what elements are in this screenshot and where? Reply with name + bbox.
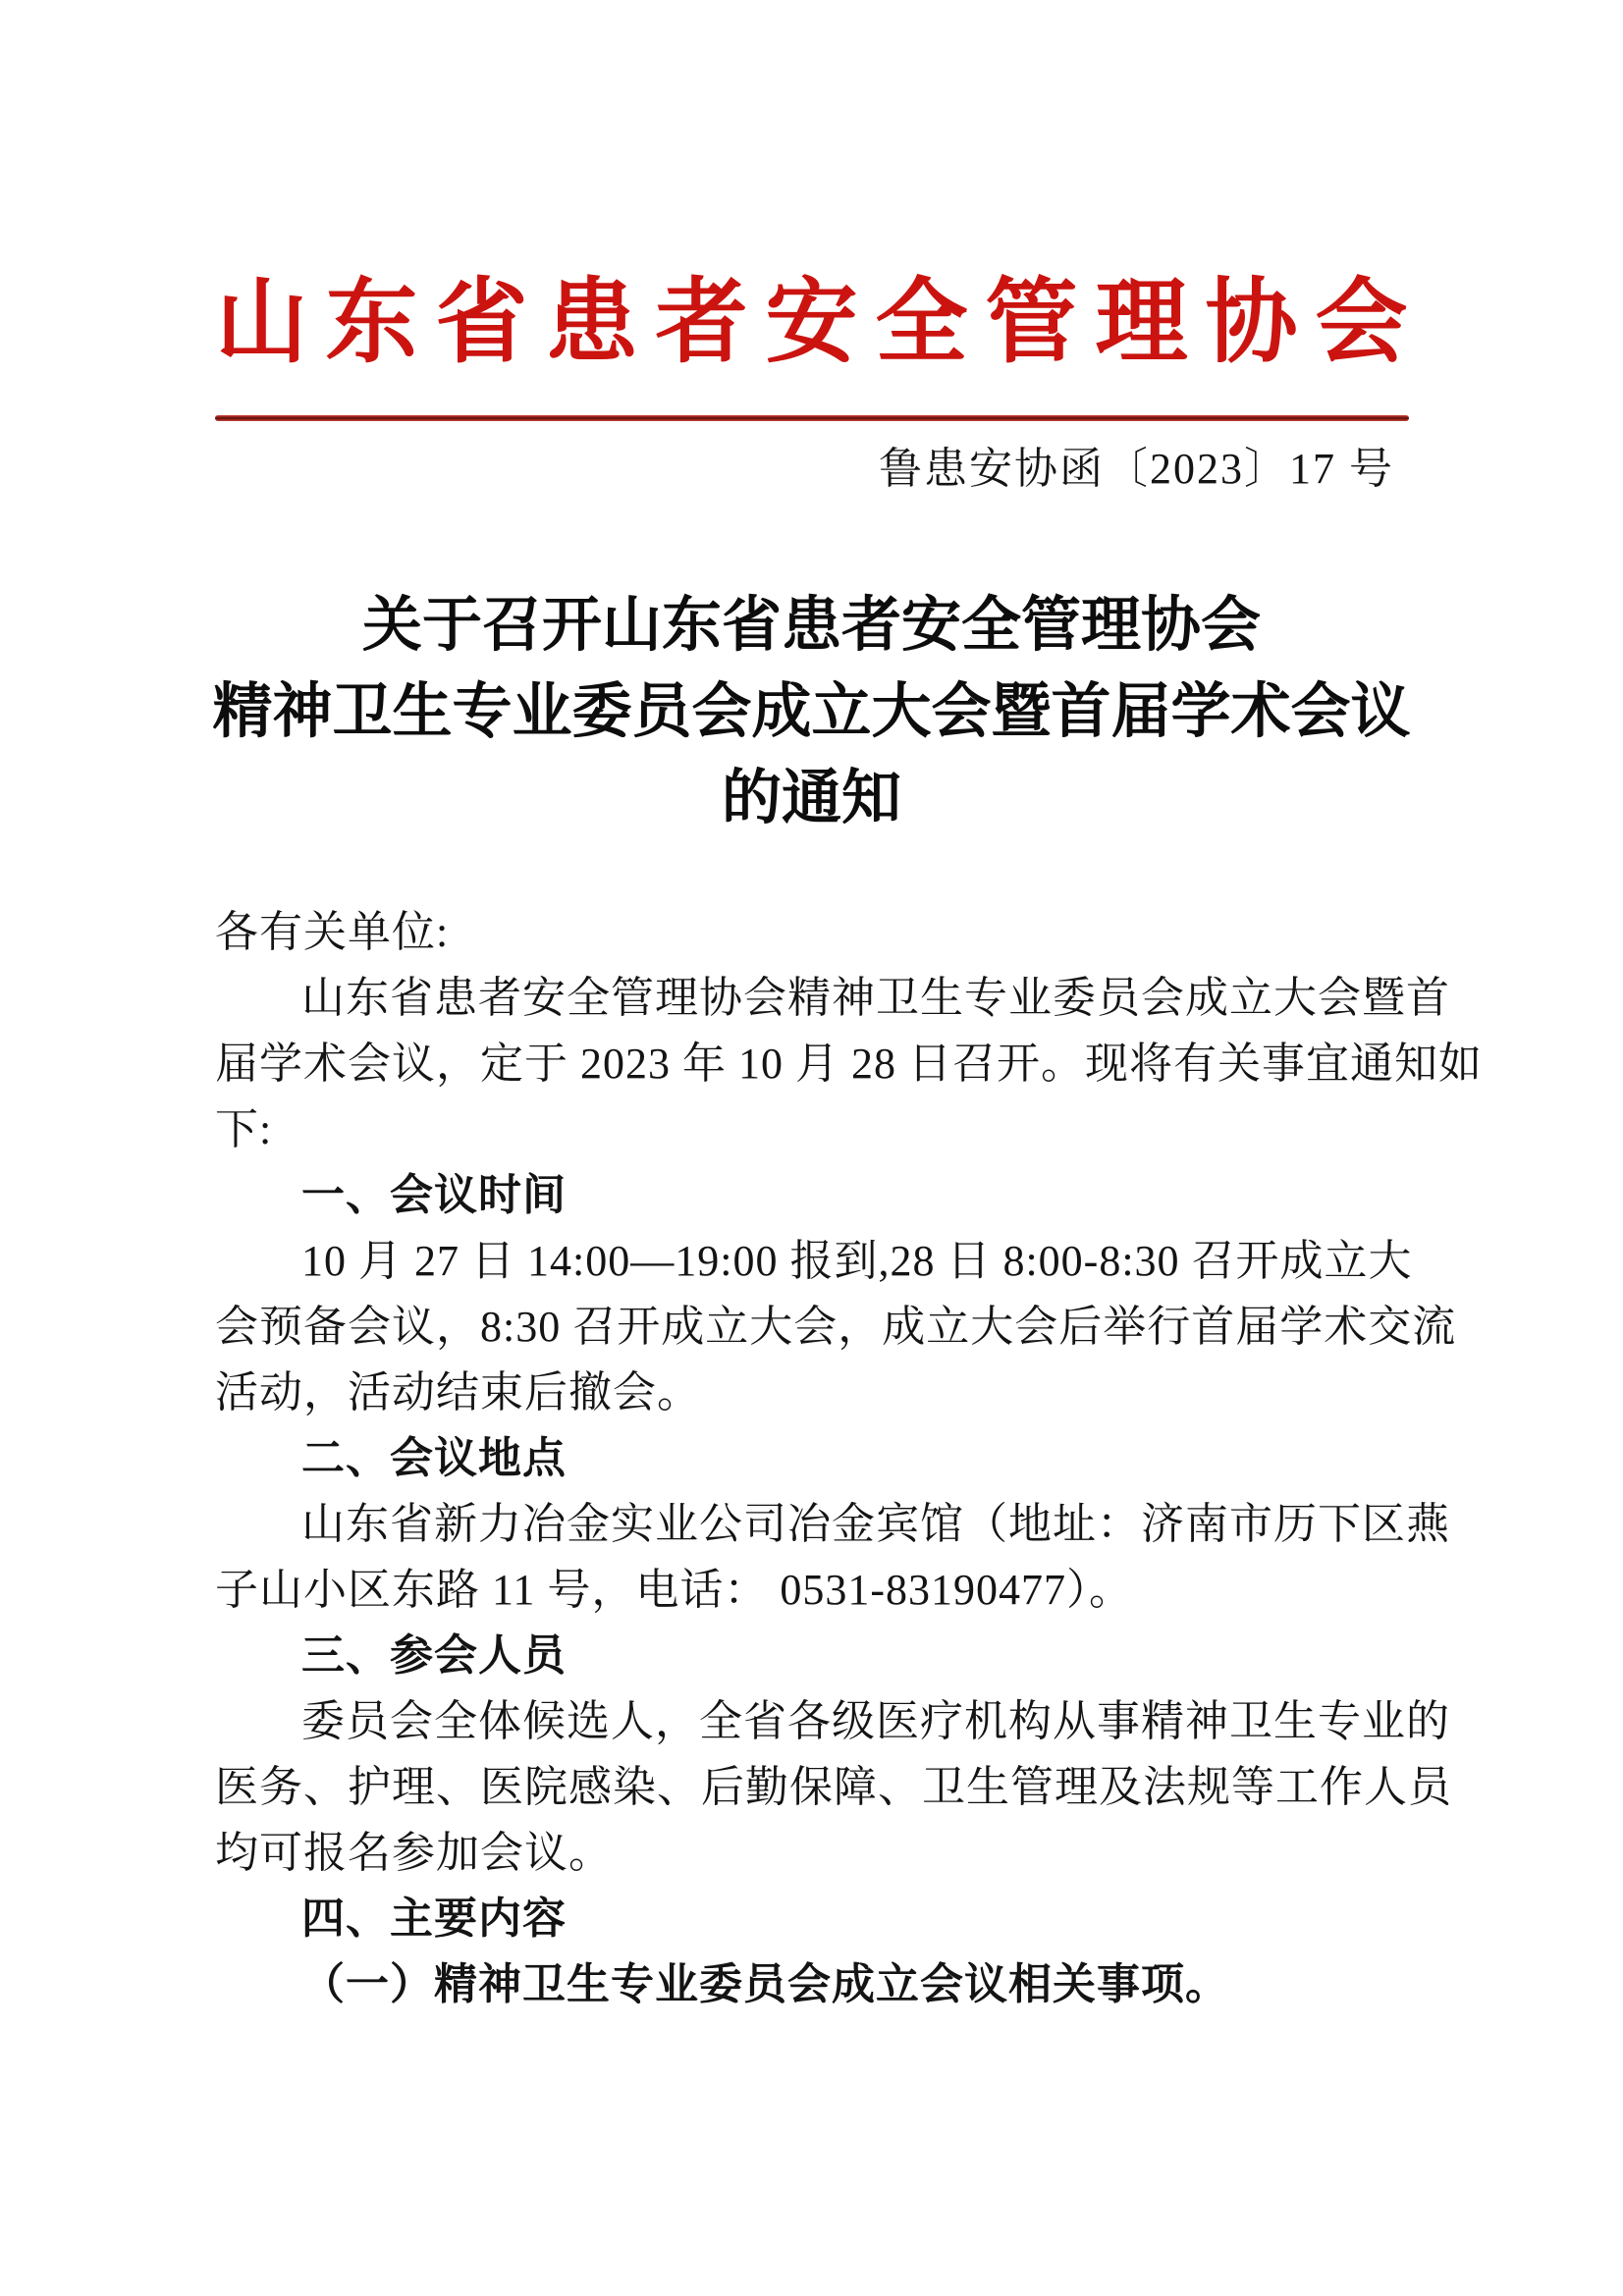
body-line: 委员会全体候选人，全省各级医疗机构从事精神卫生专业的 [301, 1697, 1450, 1745]
body-line: 会预备会议，8:30 召开成立大会，成立大会后举行首届学术交流 [215, 1303, 1457, 1351]
notice-title-line-2: 精神卫生专业委员会成立大会暨首届学术会议 [212, 679, 1411, 745]
body-line: 三、参会人员 [301, 1631, 567, 1680]
red-header-rule [215, 415, 1409, 421]
body-line: 均可报名参加会议。 [215, 1829, 613, 1877]
body-line: 山东省新力冶金实业公司冶金宾馆（地址：济南市历下区燕 [301, 1500, 1450, 1548]
body-line: 届学术会议，定于 2023 年 10 月 28 日召开。现将有关事宜通知如 [215, 1040, 1483, 1088]
body-line: （一）精神卫生专业委员会成立会议相关事项。 [301, 1960, 1229, 2008]
body-line: 子山小区东路 11 号，电话： 0531-83190477）。 [215, 1566, 1134, 1614]
org-header-title: 山东省患者安全管理协会 [215, 272, 1426, 374]
doc-number: 鲁患安协函〔2023〕17 号 [879, 445, 1394, 493]
body-line: 四、主要内容 [301, 1895, 567, 1943]
body-line: 各有关单位: [215, 908, 450, 956]
body-line: 山东省患者安全管理协会精神卫生专业委员会成立大会暨首 [301, 974, 1450, 1022]
notice-title-line-1: 关于召开山东省患者安全管理协会 [361, 593, 1261, 659]
body-line: 10 月 27 日 14:00—19:00 报到,28 日 8:00-8:30 召开成立大 [301, 1237, 1413, 1285]
body-line: 活动，活动结束后撤会。 [215, 1368, 701, 1416]
notice-title [0, 583, 1623, 842]
body-line: 一、会议时间 [301, 1171, 567, 1219]
body-line: 医务、护理、医院感染、后勤保障、卫生管理及法规等工作人员 [215, 1763, 1452, 1811]
body-line: 二、会议地点 [301, 1434, 567, 1482]
notice-body [215, 899, 1483, 2017]
body-line: 下: [215, 1105, 273, 1153]
notice-title-line-3: 的通知 [721, 766, 901, 831]
